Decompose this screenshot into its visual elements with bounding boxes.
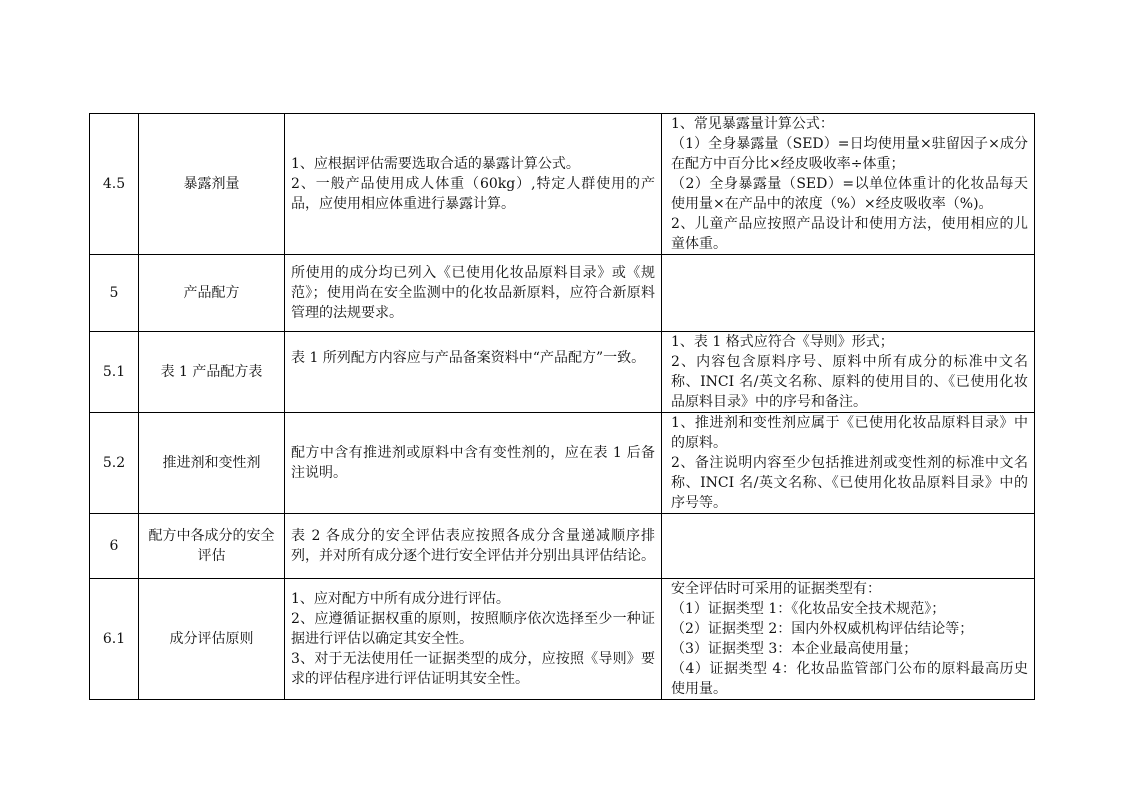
table-row	[90, 579, 1035, 700]
table-row	[90, 114, 1035, 255]
item-name: 配方中各成分的安全评估	[139, 514, 285, 579]
note-line: （2）全身暴露量（SED）=以单位体重计的化妆品每天使用量×在产品中的浓度（%）×经皮吸收率（%)。	[671, 176, 1028, 212]
note-cell	[662, 579, 1035, 700]
requirement-line: 配方中含有推进剂或原料中含有变性剂的，应在表 1 后备注说明。	[291, 445, 655, 481]
note-line: 1、表 1 格式应符合《导则》形式；	[671, 334, 894, 350]
table-row	[90, 514, 1035, 579]
requirement-cell	[285, 514, 662, 579]
note-line: 1、常见暴露量计算公式：	[671, 116, 834, 132]
note-line: （1）全身暴露量（SED）=日均使用量×驻留因子×成分在配方中百分比×经皮吸收率÷体重；	[671, 136, 1028, 172]
table-row	[90, 332, 1035, 413]
requirement-cell	[285, 332, 662, 413]
table-row	[90, 413, 1035, 514]
requirement-line: 3、对于无法使用任一证据类型的成分，应按照《导则》要求的评估程序进行评估证明其安全性。	[291, 651, 655, 687]
section-number: 6.1	[90, 579, 139, 700]
requirement-line: 所使用的成分均已列入《已使用化妆品原料目录》或《规范》；使用尚在安全监测中的化妆品新原料，应符合新原料管理的法规要求。	[291, 265, 655, 321]
note-cell	[662, 413, 1035, 514]
note-cell	[662, 514, 1035, 579]
note-cell	[662, 114, 1035, 255]
requirement-cell	[285, 114, 662, 255]
requirements-table	[89, 113, 1035, 700]
table-row	[90, 255, 1035, 332]
note-line: （4）证据类型 4：化妆品监管部门公布的原料最高历史使用量。	[671, 661, 1028, 697]
note-line: 2、内容包含原料序号、原料中所有成分的标准中文名称、INCI 名/英文名称、原料的使用目的、《已使用化妆品原料目录》中的序号和备注。	[671, 354, 1028, 410]
section-number: 5.1	[90, 332, 139, 413]
requirement-line: 表 2 各成分的安全评估表应按照各成分含量递减顺序排列，并对所有成分逐个进行安全评估并分别出具评估结论。	[291, 528, 655, 564]
note-line: 2、备注说明内容至少包括推进剂或变性剂的标准中文名称、INCI 名/英文名称、《已使用化妆品原料目录》中的序号等。	[671, 455, 1028, 511]
note-line: 安全评估时可采用的证据类型有：	[671, 581, 881, 597]
note-line: （3）证据类型 3：本企业最高使用量；	[671, 641, 918, 657]
section-number: 5	[90, 255, 139, 332]
requirement-line: 2、一般产品使用成人体重（60kg）,特定人群使用的产品，应使用相应体重进行暴露计算。	[291, 176, 655, 212]
requirement-line: 表 1 所列配方内容应与产品备案资料中“产品配方”一致。	[291, 350, 646, 366]
item-name: 成分评估原则	[139, 579, 285, 700]
requirement-line: 1、应对配方中所有成分进行评估。	[291, 591, 510, 607]
note-cell	[662, 255, 1035, 332]
item-name: 推进剂和变性剂	[139, 413, 285, 514]
requirement-line: 2、应遵循证据权重的原则，按照顺序依次选择至少一种证据进行评估以确定其安全性。	[291, 611, 655, 647]
requirement-line: 1、应根据评估需要选取合适的暴露计算公式。	[291, 156, 580, 172]
note-line: （2）证据类型 2：国内外权威机构评估结论等；	[671, 621, 974, 637]
note-line: 2、儿童产品应按照产品设计和使用方法，使用相应的儿童体重。	[671, 216, 1028, 252]
section-number: 4.5	[90, 114, 139, 255]
requirement-cell	[285, 413, 662, 514]
section-number: 6	[90, 514, 139, 579]
section-number: 5.2	[90, 413, 139, 514]
item-name: 表 1 产品配方表	[139, 332, 285, 413]
item-name: 产品配方	[139, 255, 285, 332]
note-cell	[662, 332, 1035, 413]
requirement-cell	[285, 255, 662, 332]
requirement-cell	[285, 579, 662, 700]
item-name: 暴露剂量	[139, 114, 285, 255]
note-line: （1）证据类型 1：《化妆品安全技术规范》；	[671, 601, 946, 617]
note-line: 1、推进剂和变性剂应属于《已使用化妆品原料目录》中的原料。	[671, 415, 1028, 451]
